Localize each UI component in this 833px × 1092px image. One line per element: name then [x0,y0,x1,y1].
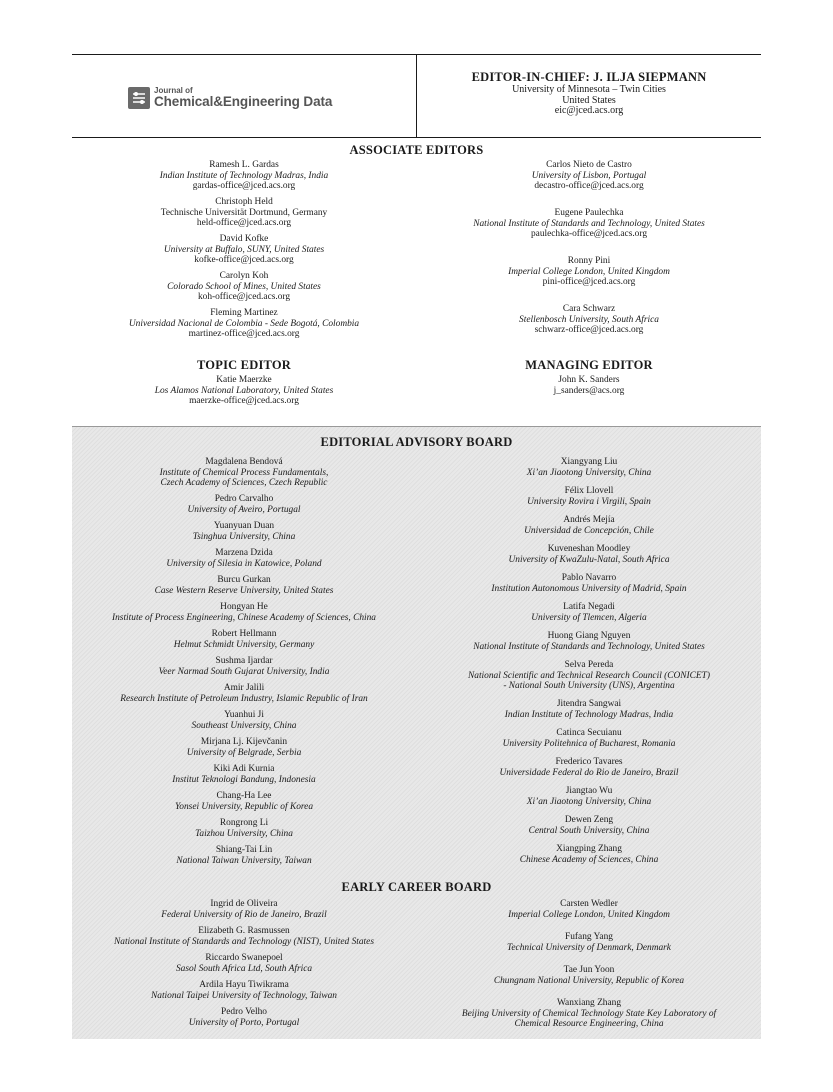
editor-name: Chang-Ha Lee [216,791,272,801]
editor-affiliation: Institute of Chemical Process Fundamentals, [159,467,329,478]
editor-entry [417,998,761,1030]
editor-name: Marzena Dzida [215,548,273,558]
editor-name: Amir Jalili [223,683,265,693]
editor-affiliation: Southeast University, China [191,720,297,731]
editor-entry [72,602,416,623]
editor-name: Burcu Gurkan [217,575,271,585]
editor-name: Ardila Hayu Tiwikrama [199,980,289,990]
editor-affiliation: University Rovira i Virgili, Spain [527,496,651,507]
editor-email[interactable]: gardas-office@jced.acs.org [192,181,296,192]
boards-panel [72,426,761,1039]
editor-name: Carlos Nieto de Castro [546,160,632,170]
editor-in-chief-title: EDITOR-IN-CHIEF: J. ILJA SIEPMANN [471,70,707,84]
editor-entry [72,197,416,229]
editor-name: Mirjana Lj. Kijevčanin [200,737,288,747]
editor-affiliation: University of KwaZulu-Natal, South Africa [508,554,670,565]
editor-name: Félix Llovell [564,486,614,496]
editor-name: Dewen Zeng [564,815,614,825]
editor-entry [72,845,416,866]
early-career-board-heading: EARLY CAREER BOARD [341,880,492,894]
editor-name: Riccardo Swanepoel [205,953,283,963]
editor-affiliation: Federal University of Rio de Janeiro, Brazil [161,909,327,920]
editor-affiliation: Universidad Nacional de Colombia - Sede Bogotá, Colombia [128,318,360,329]
editor-email[interactable]: kofke-office@jced.acs.org [194,255,294,266]
editor-entry [72,548,416,569]
editor-name: Robert Hellmann [211,629,277,639]
editor-entry [417,815,761,836]
editor-entry [72,375,416,407]
editor-affiliation: University of Silesia in Katowice, Poland [166,558,322,569]
editor-name: Ingrid de Oliveira [210,899,278,909]
editor-name: Sushma Ijardar [215,656,273,666]
editor-affiliation: Institute of Process Engineering, Chinese Academy of Sciences, China [111,612,376,623]
editor-affiliation: University of Lisbon, Portugal [531,170,647,181]
editor-affiliation: Technische Universität Dortmund, Germany [160,207,328,218]
editor-name: Christoph Held [215,197,273,207]
editor-entry [72,764,416,785]
editor-affiliation: Beijing University of Chemical Technology State Key Laboratory of [461,1008,717,1019]
editor-entry [417,486,761,507]
editor-name: Rongrong Li [219,818,269,828]
editor-entry [417,844,761,865]
editor-affiliation: Indian Institute of Technology Madras, India [159,170,329,181]
editor-email[interactable]: held-office@jced.acs.org [196,218,292,229]
editor-name: Carolyn Koh [219,271,269,281]
editor-affiliation: National Institute of Standards and Technology, United States [473,641,705,652]
editor-email[interactable]: pini-office@jced.acs.org [542,277,636,288]
editor-affiliation: National Taipei University of Technology, Taiwan [151,990,337,1001]
editor-entry [417,544,761,565]
editor-in-chief-block [417,70,761,117]
editor-affiliation: Tsinghua University, China [192,531,296,542]
editor-entry [72,656,416,677]
editor-entry [72,575,416,596]
editor-name: Ronny Pini [567,256,611,266]
logo-title-text: Chemical&Engineering Data [154,94,333,109]
editor-entry [417,256,761,288]
editor-affiliation: Universidade Federal do Rio de Janeiro, Brazil [499,767,679,778]
editorial-advisory-board-heading: EDITORIAL ADVISORY BOARD [320,435,513,449]
editor-email[interactable]: koh-office@jced.acs.org [197,292,291,303]
editor-entry [72,1007,416,1028]
editor-name: Jitendra Sangwai [556,699,622,709]
editor-entry [417,699,761,720]
editor-affiliation: - National South University (UNS), Argentina [503,681,675,692]
editor-name: Elizabeth G. Rasmussen [198,926,290,936]
editor-name: John K. Sanders [558,375,620,385]
logo-small-text: Journal of [154,86,193,95]
managing-editor-heading: MANAGING EDITOR [525,358,653,372]
editor-affiliation: Helmut Schmidt University, Germany [173,639,315,650]
editor-entry [417,602,761,623]
editor-name: Fufang Yang [565,932,613,942]
editor-entry [417,515,761,536]
editor-name: Shiang-Tai Lin [215,845,273,855]
editor-entry [72,737,416,758]
editor-affiliation: Yonsei University, Republic of Korea [174,801,314,812]
editor-entry [417,965,761,986]
editor-affiliation: University of Aveiro, Portugal [187,504,301,515]
editor-email[interactable]: schwarz-office@jced.acs.org [534,325,644,336]
editor-name: Wanxiang Zhang [556,998,622,1008]
editor-affiliation: Central South University, China [528,825,650,836]
masthead-header [72,54,761,138]
editor-name: Pablo Navarro [561,573,617,583]
editor-name: Kiki Adi Kurnia [213,764,275,774]
editor-affiliation: Institution Autonomous University of Madrid, Spain [491,583,687,594]
editor-entry [417,757,761,778]
editor-affiliation: Imperial College London, United Kingdom [508,909,670,920]
editor-name: David Kofke [219,234,269,244]
editor-affiliation: Research Institute of Petroleum Industry, Islamic Republic of Iran [120,693,368,704]
editor-entry [72,926,416,947]
editor-entry [72,980,416,1001]
editor-affiliation: Chinese Academy of Sciences, China [519,854,659,865]
editor-name: Jiangtao Wu [565,786,613,796]
editor-name: Pedro Velho [221,1007,267,1017]
editor-affiliation: University Politehnica of Bucharest, Romania [502,738,676,749]
editor-affiliation: Universidad de Concepción, Chile [524,525,654,536]
editor-name: Ramesh L. Gardas [209,160,279,170]
masthead-page [72,54,761,1038]
editor-in-chief-email[interactable]: eic@jced.acs.org [554,105,624,116]
editor-entry [417,631,761,652]
editor-entry [417,457,761,478]
editor-entry [417,573,761,594]
editor-entry [72,160,416,192]
editor-affiliation: Indian Institute of Technology Madras, India [504,709,674,720]
journal-logo [128,85,368,115]
editor-affiliation: Czech Academy of Sciences, Czech Republic [160,478,328,489]
editor-entry [72,457,416,489]
editor-name: Yuanyuan Duan [213,521,275,531]
editor-affiliation: National Scientific and Technical Research Council (CONICET) [468,670,710,681]
editor-name: Katie Maerzke [216,375,272,385]
editor-entry [417,786,761,807]
associate-editors-heading: ASSOCIATE EDITORS [349,143,484,157]
editor-entry [72,953,416,974]
editor-name: Yuanhui Ji [224,710,264,720]
editor-affiliation: University of Porto, Portugal [188,1017,300,1028]
editor-affiliation: Institut Teknologi Bandung, Indonesia [172,774,316,785]
editor-name: Xiangping Zhang [556,844,622,854]
editor-affiliation: Taizhou University, China [195,828,293,839]
editor-entry [72,791,416,812]
editor-entry [72,308,416,340]
editor-entry [72,494,416,515]
editor-affiliation: Chungnam National University, Republic of Korea [493,975,685,986]
editor-email[interactable]: decastro-office@jced.acs.org [534,181,644,192]
editor-affiliation: Case Western Reserve University, United States [154,585,334,596]
editor-entry [72,710,416,731]
editor-entry [72,899,416,920]
editor-name: Magdalena Bendová [205,457,283,467]
editor-affiliation: Sasol South Africa Ltd, South Africa [175,963,313,974]
editor-name: Catinca Secuianu [556,728,622,738]
editor-entry [417,660,761,692]
editor-email[interactable]: maerzke-office@jced.acs.org [189,396,299,407]
editor-entry [72,683,416,704]
journal-logo-icon [128,87,150,109]
editor-affiliation: Technical University of Denmark, Denmark [507,942,671,953]
editor-name: Huong Giang Nguyen [547,631,631,641]
editor-entry [72,234,416,266]
editor-affiliation: Stellenbosch University, South Africa [519,314,659,325]
editor-affiliation: Veer Narmad South Gujarat University, India [158,666,330,677]
editor-affiliation: University of Belgrade, Serbia [186,747,302,758]
editor-affiliation: Chemical Resource Engineering, China [514,1019,664,1030]
editor-entry [417,728,761,749]
editor-affiliation: University at Buffalo, SUNY, United States [163,244,325,255]
editor-affiliation: University of Tlemcen, Algeria [531,612,647,623]
editor-affiliation: Xi’an Jiaotong University, China [526,467,652,478]
editor-entry [417,208,761,240]
editor-affiliation: Los Alamos National Laboratory, United States [154,385,334,396]
editor-name: Frederico Tavares [555,757,623,767]
editor-name: Andrés Mejía [563,515,615,525]
editor-entry [417,375,761,396]
editor-affiliation: National Institute of Standards and Technology (NIST), United States [114,936,374,947]
editor-name: Pedro Carvalho [214,494,274,504]
editor-in-chief-affiliation: University of Minnesota – Twin Cities [512,84,666,95]
editor-in-chief-country: United States [562,94,616,106]
editor-name: Latifa Negadi [563,602,615,612]
editor-name: Carsten Wedler [560,899,618,909]
editor-name: Hongyan He [220,602,268,612]
editor-name: Selva Pereda [564,660,614,670]
editor-entry [417,932,761,953]
editor-affiliation: National Taiwan University, Taiwan [176,855,312,866]
editor-name: Tae Jun Yoon [563,965,615,975]
editor-entry [72,629,416,650]
editor-name: Fleming Martinez [210,308,278,318]
editor-email[interactable]: j_sanders@acs.org [553,385,625,396]
editor-affiliation: National Institute of Standards and Technology, United States [473,218,705,229]
editor-entry [417,899,761,920]
editor-entry [72,521,416,542]
topic-editor-heading: TOPIC EDITOR [197,358,291,372]
editor-name: Cara Schwarz [562,304,616,314]
editor-affiliation: Imperial College London, United Kingdom [508,266,670,277]
editor-name: Xiangyang Liu [560,457,618,467]
editor-email[interactable]: martinez-office@jced.acs.org [188,329,300,340]
editor-entry [417,160,761,192]
editor-name: Kuveneshan Moodley [547,544,631,554]
editor-entry [72,818,416,839]
editor-affiliation: Colorado School of Mines, United States [167,281,321,292]
editor-affiliation: Xi’an Jiaotong University, China [526,796,652,807]
editor-name: Eugene Paulechka [554,208,624,218]
editor-email[interactable]: paulechka-office@jced.acs.org [530,229,648,240]
editor-entry [417,304,761,336]
editor-entry [72,271,416,303]
